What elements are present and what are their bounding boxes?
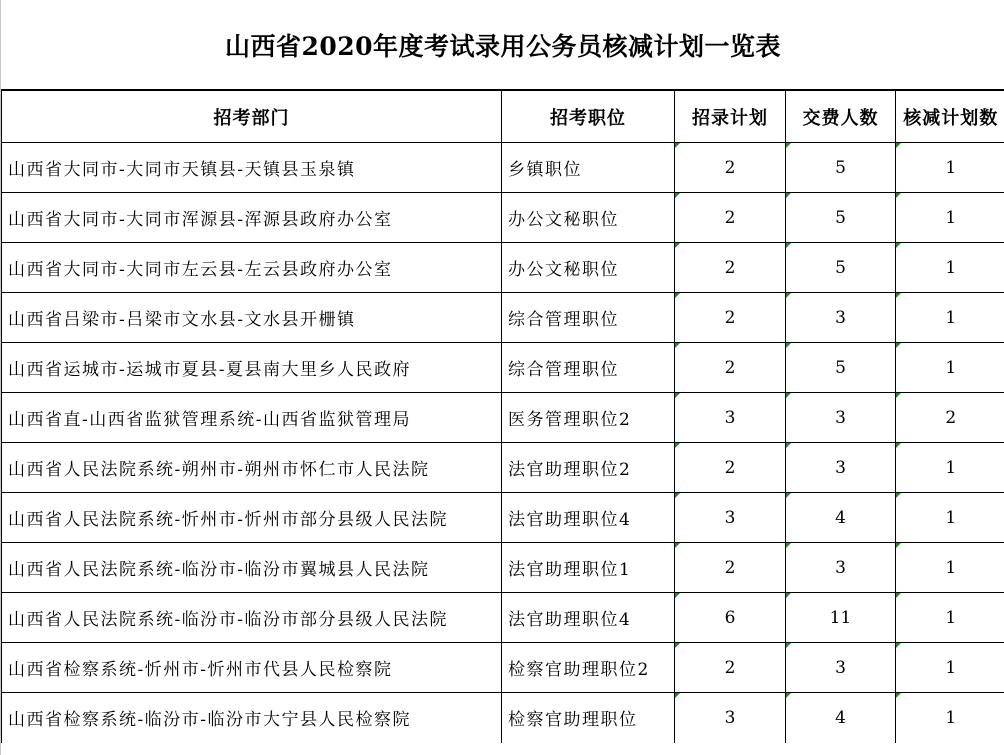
- cell-paid-value: 11: [829, 607, 852, 628]
- cell-plan[interactable]: [675, 243, 786, 293]
- cell-cut-value: 1: [945, 157, 957, 178]
- cell-flag-icon: [786, 543, 791, 548]
- cell-paid[interactable]: [786, 693, 896, 743]
- cell-cut[interactable]: [896, 493, 1004, 543]
- cell-dept[interactable]: 山西省大同市-大同市天镇县-天镇县玉泉镇: [2, 143, 502, 193]
- cell-paid-value: 3: [835, 407, 846, 428]
- cell-cut-value: 1: [945, 257, 957, 278]
- cell-paid[interactable]: [786, 293, 896, 343]
- cell-cut-value: 1: [945, 707, 957, 728]
- cell-cut[interactable]: [896, 693, 1004, 743]
- cell-plan[interactable]: [675, 543, 786, 593]
- cell-plan-value: 2: [724, 357, 736, 378]
- cell-plan[interactable]: [675, 343, 786, 393]
- cell-position[interactable]: 检察官助理职位: [502, 693, 675, 743]
- cell-paid[interactable]: [786, 343, 896, 393]
- cell-flag-icon: [786, 593, 791, 598]
- cell-flag-icon: [786, 243, 791, 248]
- cell-position[interactable]: 办公文秘职位: [502, 243, 675, 293]
- header-paid[interactable]: 交费人数: [786, 91, 896, 143]
- cell-position[interactable]: 法官助理职位4: [502, 493, 675, 543]
- cell-cut[interactable]: [896, 543, 1004, 593]
- cell-dept[interactable]: 山西省人民法院系统-临汾市-临汾市部分县级人民法院: [2, 593, 502, 643]
- table-row: [2, 443, 1004, 493]
- cell-paid-value: 3: [835, 657, 846, 678]
- cell-plan[interactable]: [675, 393, 786, 443]
- table-row: [2, 543, 1004, 593]
- table-row: [2, 643, 1004, 693]
- cell-dept[interactable]: 山西省大同市-大同市浑源县-浑源县政府办公室: [2, 193, 502, 243]
- cell-cut-value: 1: [945, 657, 957, 678]
- cell-plan[interactable]: [675, 443, 786, 493]
- cell-cut[interactable]: [896, 243, 1004, 293]
- cell-position[interactable]: 检察官助理职位2: [502, 643, 675, 693]
- cell-paid-value: 5: [835, 157, 846, 178]
- cell-flag-icon: [675, 143, 680, 148]
- cell-dept[interactable]: 山西省人民法院系统-临汾市-临汾市翼城县人民法院: [2, 543, 502, 593]
- header-dept[interactable]: 招考部门: [2, 91, 502, 143]
- cell-position[interactable]: 法官助理职位1: [502, 543, 675, 593]
- cell-plan[interactable]: [675, 143, 786, 193]
- table-row: [2, 493, 1004, 543]
- cell-flag-icon: [675, 293, 680, 298]
- cell-plan[interactable]: [675, 293, 786, 343]
- cell-paid[interactable]: [786, 393, 896, 443]
- cell-flag-icon: [786, 193, 791, 198]
- cell-flag-icon: [675, 343, 680, 348]
- header-position[interactable]: 招考职位: [502, 91, 675, 143]
- cell-cut[interactable]: [896, 393, 1004, 443]
- cell-cut[interactable]: [896, 143, 1004, 193]
- cell-cut-value: 1: [945, 307, 957, 328]
- cell-dept[interactable]: 山西省运城市-运城市夏县-夏县南大里乡人民政府: [2, 343, 502, 393]
- cell-plan-value: 3: [724, 707, 736, 728]
- cell-position[interactable]: 办公文秘职位: [502, 193, 675, 243]
- cell-dept[interactable]: 山西省人民法院系统-忻州市-忻州市部分县级人民法院: [2, 493, 502, 543]
- table-row: [2, 243, 1004, 293]
- cell-cut-value: 1: [945, 507, 957, 528]
- cell-paid-value: 4: [835, 507, 846, 528]
- cell-cut-value: 1: [945, 207, 957, 228]
- cell-flag-icon: [896, 193, 901, 198]
- cell-flag-icon: [896, 393, 901, 398]
- cell-dept[interactable]: 山西省检察系统-临汾市-临汾市大宁县人民检察院: [2, 693, 502, 743]
- cell-paid[interactable]: [786, 193, 896, 243]
- table-row: [2, 293, 1004, 343]
- cell-flag-icon: [786, 393, 791, 398]
- cell-paid[interactable]: [786, 643, 896, 693]
- cell-flag-icon: [896, 293, 901, 298]
- cell-flag-icon: [786, 643, 791, 648]
- cell-flag-icon: [896, 543, 901, 548]
- cell-flag-icon: [896, 493, 901, 498]
- cell-cut-value: 1: [945, 357, 957, 378]
- cell-dept[interactable]: 山西省直-山西省监狱管理系统-山西省监狱管理局: [2, 393, 502, 443]
- cell-plan-value: 2: [724, 307, 736, 328]
- cell-paid-value: 4: [835, 707, 846, 728]
- cell-flag-icon: [786, 343, 791, 348]
- cell-paid[interactable]: [786, 543, 896, 593]
- cell-position[interactable]: 乡镇职位: [502, 143, 675, 193]
- cell-dept[interactable]: 山西省吕梁市-吕梁市文水县-文水县开栅镇: [2, 293, 502, 343]
- cell-cut-value: 1: [945, 557, 957, 578]
- header-plan[interactable]: 招录计划: [675, 91, 786, 143]
- cell-paid-value: 5: [835, 357, 846, 378]
- cell-flag-icon: [896, 343, 901, 348]
- cell-cut[interactable]: [896, 343, 1004, 393]
- cell-plan[interactable]: [675, 643, 786, 693]
- table-row: [2, 693, 1004, 743]
- cell-flag-icon: [675, 193, 680, 198]
- cell-flag-icon: [675, 593, 680, 598]
- cell-cut[interactable]: [896, 643, 1004, 693]
- cell-position[interactable]: 综合管理职位: [502, 293, 675, 343]
- cell-plan-value: 2: [724, 657, 736, 678]
- cell-position[interactable]: 法官助理职位2: [502, 443, 675, 493]
- cell-plan[interactable]: [675, 593, 786, 643]
- cell-flag-icon: [675, 493, 680, 498]
- cell-dept[interactable]: 山西省检察系统-忻州市-忻州市代县人民检察院: [2, 643, 502, 693]
- cell-position[interactable]: 医务管理职位2: [502, 393, 675, 443]
- cell-flag-icon: [896, 443, 901, 448]
- cell-paid-value: 3: [835, 457, 846, 478]
- cell-flag-icon: [786, 293, 791, 298]
- header-row: [2, 91, 1004, 143]
- cell-paid-value: 5: [835, 207, 846, 228]
- cell-cut-value: 1: [945, 457, 957, 478]
- cell-flag-icon: [675, 443, 680, 448]
- cell-flag-icon: [786, 143, 791, 148]
- cell-paid[interactable]: [786, 493, 896, 543]
- cell-flag-icon: [896, 243, 901, 248]
- reduction-table: [1, 90, 1004, 743]
- cell-flag-icon: [675, 643, 680, 648]
- cell-position[interactable]: 综合管理职位: [502, 343, 675, 393]
- cell-cut[interactable]: [896, 193, 1004, 243]
- cell-cut-value: 1: [945, 607, 957, 628]
- cell-plan-value: 2: [724, 457, 736, 478]
- cell-paid[interactable]: [786, 443, 896, 493]
- cell-plan-value: 2: [724, 257, 736, 278]
- cell-plan[interactable]: [675, 693, 786, 743]
- cell-flag-icon: [786, 443, 791, 448]
- header-cut[interactable]: 核减计划数: [896, 91, 1004, 143]
- cell-flag-icon: [786, 493, 791, 498]
- cell-plan[interactable]: [675, 193, 786, 243]
- cell-plan-value: 6: [724, 607, 736, 628]
- cell-flag-icon: [896, 643, 901, 648]
- cell-paid[interactable]: [786, 143, 896, 193]
- cell-position[interactable]: 法官助理职位4: [502, 593, 675, 643]
- cell-flag-icon: [896, 693, 901, 698]
- cell-plan-value: 3: [724, 507, 736, 528]
- table-row: [2, 143, 1004, 193]
- cell-flag-icon: [675, 243, 680, 248]
- cell-flag-icon: [675, 543, 680, 548]
- table-row: [2, 593, 1004, 643]
- cell-dept[interactable]: 山西省大同市-大同市左云县-左云县政府办公室: [2, 243, 502, 293]
- cell-paid-value: 3: [835, 557, 846, 578]
- cell-plan-value: 2: [724, 207, 736, 228]
- cell-paid-value: 5: [835, 257, 846, 278]
- cell-plan-value: 2: [724, 557, 736, 578]
- cell-flag-icon: [896, 593, 901, 598]
- cell-flag-icon: [786, 693, 791, 698]
- table-title: 山西省2020年度考试录用公务员核减计划一览表: [1, 0, 1004, 90]
- table-row: [2, 343, 1004, 393]
- cell-flag-icon: [896, 143, 901, 148]
- cell-plan-value: 2: [724, 157, 736, 178]
- cell-cut[interactable]: [896, 593, 1004, 643]
- cell-paid[interactable]: [786, 593, 896, 643]
- table-row: [2, 393, 1004, 443]
- cell-cut[interactable]: [896, 293, 1004, 343]
- cell-flag-icon: [675, 393, 680, 398]
- cell-cut[interactable]: [896, 443, 1004, 493]
- cell-plan[interactable]: [675, 493, 786, 543]
- cell-dept[interactable]: 山西省人民法院系统-朔州市-朔州市怀仁市人民法院: [2, 443, 502, 493]
- cell-cut-value: 2: [945, 407, 957, 428]
- cell-plan-value: 3: [724, 407, 736, 428]
- cell-paid-value: 3: [835, 307, 846, 328]
- cell-paid[interactable]: [786, 243, 896, 293]
- cell-flag-icon: [675, 693, 680, 698]
- table-row: [2, 193, 1004, 243]
